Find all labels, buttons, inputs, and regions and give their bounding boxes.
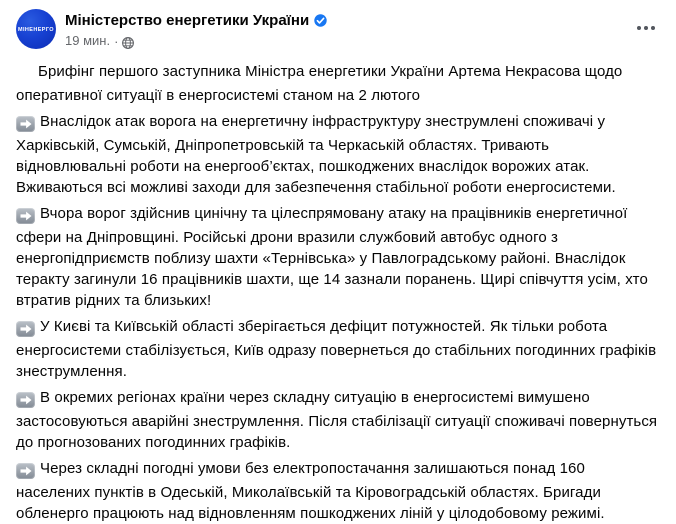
post-paragraph xyxy=(16,316,660,382)
post-paragraph xyxy=(16,203,660,311)
paragraph-text: Вчора ворог здійснив цинічну та цілеспрямовану атаку на працівників енергетичної сфери на Дніпровщині. Російські дрони вразили службовий автобус одного з енергопідприємств поблизу шахти «Тернівська» у Павлоградському районі. Внаслідок теракту загинули 16 працівників шахти, ще 14 зазнали поранень. Щирі співчуття усім, хто втратив рідних та близьких! xyxy=(16,205,648,309)
post-body xyxy=(0,49,676,524)
post-options-button[interactable] xyxy=(630,14,662,42)
arrow-right-icon xyxy=(16,206,35,227)
verified-badge-icon xyxy=(314,14,327,27)
post-paragraph xyxy=(16,61,660,106)
avatar-label: МІНЕНЕРГО xyxy=(18,27,54,33)
post-header xyxy=(0,0,676,49)
post-paragraph xyxy=(16,111,660,198)
paragraph-text: Через складні погодні умови без електропостачання залишаються понад 160 населених пунктів в Одеській, Миколаївській та Кіровоградській областях. Бригади обленерго працюють над відновленням пошкоджених ліній у цілодобовому режимі. xyxy=(16,460,605,522)
arrow-right-icon xyxy=(16,390,35,411)
meta-separator: · xyxy=(114,33,119,49)
paragraph-text: У Києві та Київській області зберігається дефіцит потужностей. Як тільки робота енергосистеми стабілізується, Київ одразу повернеться до стабільних погодинних графіків знеструмлення. xyxy=(16,318,657,380)
globe-icon xyxy=(122,36,134,48)
arrow-right-icon xyxy=(16,114,35,135)
header-info xyxy=(65,9,327,49)
avatar[interactable] xyxy=(16,9,56,49)
arrow-right-icon xyxy=(16,461,35,482)
paragraph-text: В окремих регіонах країни через складну ситуацію в енергосистемі вимушено застосовуються аварійні знеструмлення. Після стабілізації ситуації споживачі повернуться до прогнозованих погодинних графіків. xyxy=(16,389,658,451)
post-paragraph xyxy=(16,458,660,524)
post-paragraph xyxy=(16,387,660,453)
lightning-icon xyxy=(16,61,33,85)
paragraph-text: Брифінг першого заступника Міністра енергетики України Артема Некрасова щодо оперативної ситуації в енергосистемі станом на 2 лютого xyxy=(16,63,623,104)
ellipsis-icon xyxy=(637,26,641,30)
arrow-right-icon xyxy=(16,319,35,340)
post-timestamp[interactable]: 19 мин. xyxy=(65,33,111,48)
paragraph-text: Внаслідок атак ворога на енергетичну інфраструктуру знеструмлені споживачі у Харківській, Сумській, Дніпропетровській та Черкаській областях. Тривають відновлювальні роботи на енергооб’єктах, пошкоджених внаслідок ворожих атак. Вживаються всі можливі заходи для забезпечення стабільної роботи енергосистеми. xyxy=(16,113,616,196)
page-name-link[interactable]: Міністерство енергетики України xyxy=(65,12,310,29)
